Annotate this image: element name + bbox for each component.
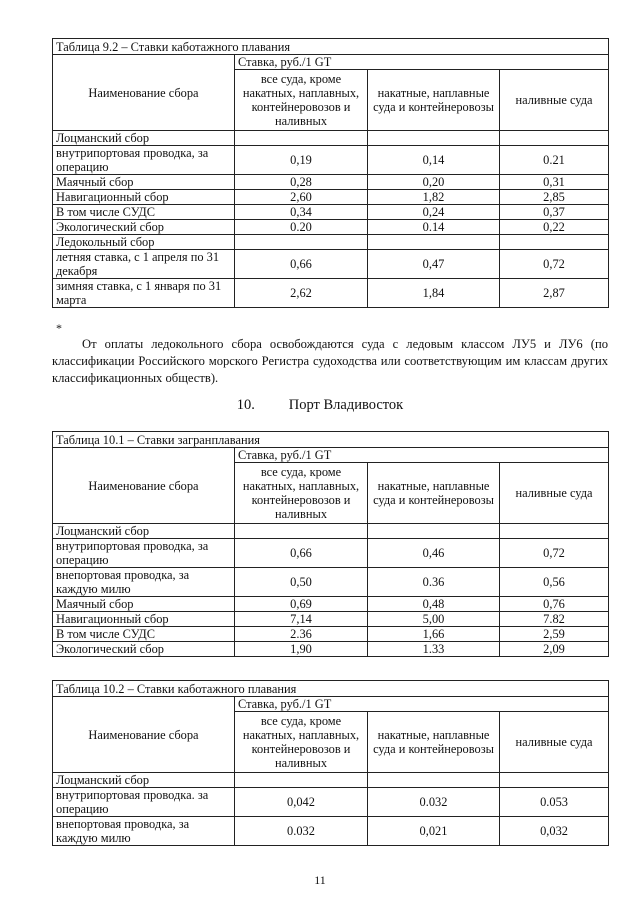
rate-roro: 0.032 xyxy=(368,788,500,817)
rate-all-vessels: 0,28 xyxy=(235,175,368,190)
table-row xyxy=(53,773,609,788)
header-tankers: наливные суда xyxy=(500,70,609,131)
rate-roro: 1,66 xyxy=(368,627,500,642)
table-row xyxy=(53,539,609,568)
table-row xyxy=(53,627,609,642)
rate-tankers: 2,59 xyxy=(500,627,609,642)
rate-all-vessels: 0,66 xyxy=(235,250,368,279)
table-row xyxy=(53,220,609,235)
header-all-vessels: все суда, кроме накатных, наплавных, контейнеровозов и наливных xyxy=(235,70,368,131)
table-row xyxy=(53,524,609,539)
rate-all-vessels: 0,50 xyxy=(235,568,368,597)
header-rate-unit: Ставка, руб./1 GT xyxy=(235,448,609,463)
fee-name-cell: Лоцманский сбор xyxy=(53,524,235,539)
rate-tankers: 0,72 xyxy=(500,250,609,279)
rate-roro: 0,48 xyxy=(368,597,500,612)
fee-name-cell: Навигационный сбор xyxy=(53,190,235,205)
rate-tankers: 7.82 xyxy=(500,612,609,627)
header-all-vessels: все суда, кроме накатных, наплавных, контейнеровозов и наливных xyxy=(235,463,368,524)
rate-roro xyxy=(368,131,500,146)
note-text: От оплаты ледокольного сбора освобождаются суда с ледовым классом ЛУ5 и ЛУ6 (по классификации Российского морского Регистра судоходства или соответствующим им классам других классификационных обществ). xyxy=(52,337,608,385)
rate-all-vessels: 0,66 xyxy=(235,539,368,568)
rate-all-vessels xyxy=(235,524,368,539)
rate-all-vessels: 2,62 xyxy=(235,279,368,308)
header-tankers: наливные суда xyxy=(500,463,609,524)
footnote-marker: * xyxy=(56,321,62,335)
fee-name-cell: Маячный сбор xyxy=(53,175,235,190)
table-row xyxy=(53,175,609,190)
header-tankers: наливные суда xyxy=(500,712,609,773)
rate-roro: 0,46 xyxy=(368,539,500,568)
fee-name-cell: В том числе СУДС xyxy=(53,627,235,642)
table-row xyxy=(53,788,609,817)
fee-name-cell: внутрипортовая проводка. за операцию xyxy=(53,788,235,817)
header-all-vessels: все суда, кроме накатных, наплавных, контейнеровозов и наливных xyxy=(235,712,368,773)
fee-name-cell: внутрипортовая проводка, за операцию xyxy=(53,539,235,568)
rate-tankers xyxy=(500,773,609,788)
rate-roro: 0,20 xyxy=(368,175,500,190)
rate-tankers xyxy=(500,524,609,539)
rate-roro: 1.33 xyxy=(368,642,500,657)
rate-tankers: 0,72 xyxy=(500,539,609,568)
rate-all-vessels: 1,90 xyxy=(235,642,368,657)
header-fee-name: Наименование сбора xyxy=(53,448,235,524)
table-row xyxy=(53,205,609,220)
header-rate-unit: Ставка, руб./1 GT xyxy=(235,55,609,70)
table-row xyxy=(53,568,609,597)
rate-tankers: 0,22 xyxy=(500,220,609,235)
table-row xyxy=(53,131,609,146)
header-roro: накатные, наплавные суда и контейнеровозы xyxy=(368,463,500,524)
rate-tankers xyxy=(500,131,609,146)
fee-name-cell: Навигационный сбор xyxy=(53,612,235,627)
fee-name-cell: Экологический сбор xyxy=(53,220,235,235)
rate-roro xyxy=(368,773,500,788)
table-row xyxy=(53,597,609,612)
table-row xyxy=(53,279,609,308)
section-title: Порт Владивосток xyxy=(288,397,404,413)
table-title: Таблица 10.2 – Ставки каботажного плавания xyxy=(53,681,609,697)
rate-tankers: 0,56 xyxy=(500,568,609,597)
rate-tankers: 0,76 xyxy=(500,597,609,612)
table-row xyxy=(53,612,609,627)
rate-all-vessels: 0,19 xyxy=(235,146,368,175)
page-number: 11 xyxy=(314,873,326,887)
table-row xyxy=(53,190,609,205)
table-row xyxy=(53,146,609,175)
table-9-2 xyxy=(52,38,609,308)
fee-name-cell: Ледокольный сбор xyxy=(53,235,235,250)
table-10-1 xyxy=(52,431,609,657)
rate-tankers: 2,87 xyxy=(500,279,609,308)
fee-name-cell: зимняя ставка, с 1 января по 31 марта xyxy=(53,279,235,308)
table-row xyxy=(53,250,609,279)
table-row xyxy=(53,235,609,250)
rate-roro: 5,00 xyxy=(368,612,500,627)
rate-all-vessels: 0,042 xyxy=(235,788,368,817)
icebreaker-note xyxy=(52,336,608,387)
rate-all-vessels xyxy=(235,773,368,788)
rate-roro xyxy=(368,235,500,250)
rate-tankers: 2,09 xyxy=(500,642,609,657)
rate-tankers: 0,032 xyxy=(500,817,609,846)
fee-name-cell: летняя ставка, с 1 апреля по 31 декабря xyxy=(53,250,235,279)
fee-name-cell: Лоцманский сбор xyxy=(53,773,235,788)
rate-all-vessels: 0,69 xyxy=(235,597,368,612)
fee-name-cell: Маячный сбор xyxy=(53,597,235,612)
rate-all-vessels xyxy=(235,235,368,250)
header-fee-name: Наименование сбора xyxy=(53,697,235,773)
header-roro: накатные, наплавные суда и контейнеровозы xyxy=(368,712,500,773)
rate-all-vessels xyxy=(235,131,368,146)
rate-tankers: 0,31 xyxy=(500,175,609,190)
section-heading xyxy=(0,397,640,414)
fee-name-cell: внепортовая проводка, за каждую милю xyxy=(53,817,235,846)
rate-roro: 0,47 xyxy=(368,250,500,279)
rate-roro: 0,24 xyxy=(368,205,500,220)
rate-tankers: 0.053 xyxy=(500,788,609,817)
header-rate-unit: Ставка, руб./1 GT xyxy=(235,697,609,712)
rate-roro: 0,14 xyxy=(368,146,500,175)
rate-all-vessels: 2.36 xyxy=(235,627,368,642)
fee-name-cell: В том числе СУДС xyxy=(53,205,235,220)
rate-tankers: 0.21 xyxy=(500,146,609,175)
fee-name-cell: Лоцманский сбор xyxy=(53,131,235,146)
rate-tankers: 0,37 xyxy=(500,205,609,220)
rate-roro: 0,021 xyxy=(368,817,500,846)
rate-tankers xyxy=(500,235,609,250)
rate-all-vessels: 0.032 xyxy=(235,817,368,846)
fee-name-cell: внепортовая проводка, за каждую милю xyxy=(53,568,235,597)
rate-tankers: 2,85 xyxy=(500,190,609,205)
rate-all-vessels: 0.20 xyxy=(235,220,368,235)
table-row xyxy=(53,817,609,846)
section-number: 10. xyxy=(236,397,255,413)
rate-all-vessels: 2,60 xyxy=(235,190,368,205)
rate-roro: 0.14 xyxy=(368,220,500,235)
table-10-2 xyxy=(52,680,609,846)
header-roro: накатные, наплавные суда и контейнеровозы xyxy=(368,70,500,131)
rate-roro: 1,84 xyxy=(368,279,500,308)
table-title: Таблица 10.1 – Ставки загранплавания xyxy=(53,432,609,448)
fee-name-cell: внутрипортовая проводка, за операцию xyxy=(53,146,235,175)
rate-roro: 1,82 xyxy=(368,190,500,205)
rate-roro xyxy=(368,524,500,539)
fee-name-cell: Экологический сбор xyxy=(53,642,235,657)
rate-all-vessels: 7,14 xyxy=(235,612,368,627)
table-title: Таблица 9.2 – Ставки каботажного плавания xyxy=(53,39,609,55)
rate-roro: 0.36 xyxy=(368,568,500,597)
table-row xyxy=(53,642,609,657)
header-fee-name: Наименование сбора xyxy=(53,55,235,131)
rate-all-vessels: 0,34 xyxy=(235,205,368,220)
